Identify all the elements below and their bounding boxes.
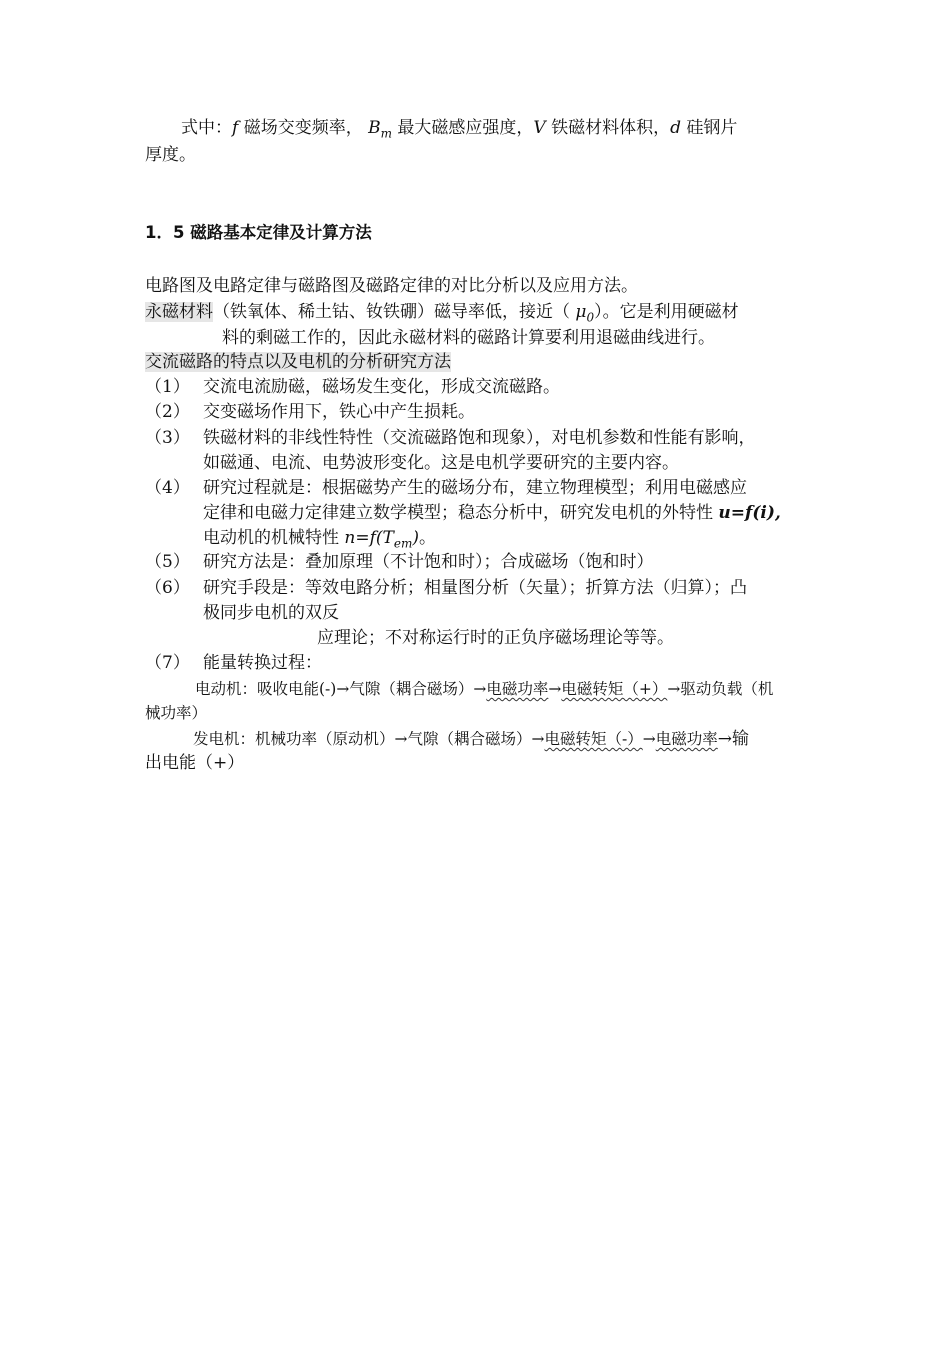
motor-em-power: 电磁功率 [486, 680, 549, 698]
intro-paragraph: 电路图及电路定律与磁路图及磁路定律的对比分析以及应用方法。 [145, 276, 638, 296]
list-text: 铁磁材料的非线性特性（交流磁路饱和现象），对电机参数和性能有影响， [203, 428, 756, 448]
symbol-d: d [670, 118, 681, 138]
list-number: （6） [145, 578, 190, 598]
list-text: 交流电流励磁，磁场发生变化，形成交流磁路。 [203, 377, 560, 397]
list-number: （2） [145, 402, 190, 422]
formula-prefix: 式中： [181, 118, 232, 138]
ac-magnetic-circuit-heading [145, 350, 810, 374]
symbol-v: V [533, 118, 546, 138]
list-text: 定律和电磁力定律建立数学模型；稳态分析中，研究发电机的外特性 [203, 503, 719, 523]
list-text: 交变磁场作用下，铁心中产生损耗。 [203, 402, 475, 422]
list-text-end: 。 [419, 528, 436, 548]
symbol-f: f [232, 118, 239, 138]
list-item-6-cont2: 应理论；不对称运行时的正负序磁场理论等等。 [317, 628, 674, 648]
list-text: 研究过程就是：根据磁势产生的磁场分布，建立物理模型；利用电磁感应 [203, 478, 747, 498]
b-description: 最大磁感应强度， [392, 118, 534, 138]
symbol-mu-subscript: 0 [586, 310, 595, 325]
generator-em-power: 电磁功率 [655, 730, 718, 748]
motor-energy-chain [145, 677, 810, 701]
motor-em-torque: 电磁转矩（+） [561, 680, 668, 698]
formula-subscript: em [393, 536, 413, 551]
list-text: 研究方法是：叠加原理（不计饱和时）；合成磁场（饱和时） [203, 552, 654, 572]
symbol-b-subscript: m [380, 126, 392, 141]
list-number: （7） [145, 653, 190, 673]
list-item-1 [145, 375, 810, 399]
list-number: （5） [145, 552, 190, 572]
list-item-5 [145, 550, 810, 574]
generator-energy-chain-cont: 出电能（+） [145, 753, 245, 773]
motor-text: 电动机：吸收电能(-)→气隙（耦合磁场）→ [195, 680, 487, 698]
formula-mechanical-characteristic: n=f(T [344, 528, 394, 548]
list-text: 研究手段是：等效电路分析；相量图分析（矢量）；折算方法（归算）；凸 [203, 578, 747, 598]
list-item-2 [145, 400, 810, 424]
formula-external-characteristic: u=f(i), [718, 503, 781, 523]
permanent-magnet-text: （铁氧体、稀土钴、钕铁硼）磁导率低，接近（ [213, 302, 576, 322]
d-description: 硅钢片 [680, 118, 738, 138]
generator-text: 发电机：机械功率（原动机）→气隙（耦合磁场）→ [193, 730, 545, 748]
formula-note-line1 [145, 116, 810, 145]
motor-text-end: →驱动负载（机 [667, 680, 774, 698]
generator-em-torque: 电磁转矩（-） [544, 730, 643, 748]
v-description: 铁磁材料体积， [545, 118, 671, 138]
list-number: （1） [145, 377, 190, 397]
motor-arrow: → [548, 680, 562, 698]
list-text: 电动机的机械特性 [203, 528, 345, 548]
generator-arrow: → [642, 730, 656, 748]
section-heading: 1．5 磁路基本定律及计算方法 [145, 223, 372, 242]
f-description: 磁场交变频率， [238, 118, 369, 138]
list-item-3-cont: 如磁通、电流、电势波形变化。这是电机学要研究的主要内容。 [203, 453, 679, 473]
symbol-mu: μ [575, 302, 587, 322]
generator-text-end: →输 [717, 729, 749, 749]
permanent-magnet-highlight: 永磁材料 [145, 302, 213, 322]
motor-energy-chain-cont: 械功率） [145, 704, 208, 722]
list-item-6 [145, 576, 810, 600]
formula-close: ) [412, 528, 419, 548]
permanent-magnet-line1 [145, 300, 810, 329]
formula-note-line2: 厚度。 [145, 145, 196, 165]
permanent-magnet-text-end: ）。它是利用硬磁材 [594, 302, 739, 322]
list-number: （3） [145, 428, 190, 448]
list-item-4 [145, 476, 810, 500]
symbol-b: B [368, 118, 381, 138]
list-item-4-cont [145, 501, 810, 525]
list-item-3 [145, 426, 810, 450]
permanent-magnet-line2: 料的剩磁工作的，因此永磁材料的磁路计算要利用退磁曲线进行。 [222, 328, 715, 348]
list-item-7 [145, 651, 810, 675]
generator-energy-chain [145, 727, 810, 751]
ac-heading-highlight: 交流磁路的特点以及电机的分析研究方法 [145, 352, 451, 372]
list-item-6-cont: 极同步电机的双反 [203, 603, 339, 623]
list-text: 能量转换过程： [203, 653, 322, 673]
list-number: （4） [145, 478, 190, 498]
